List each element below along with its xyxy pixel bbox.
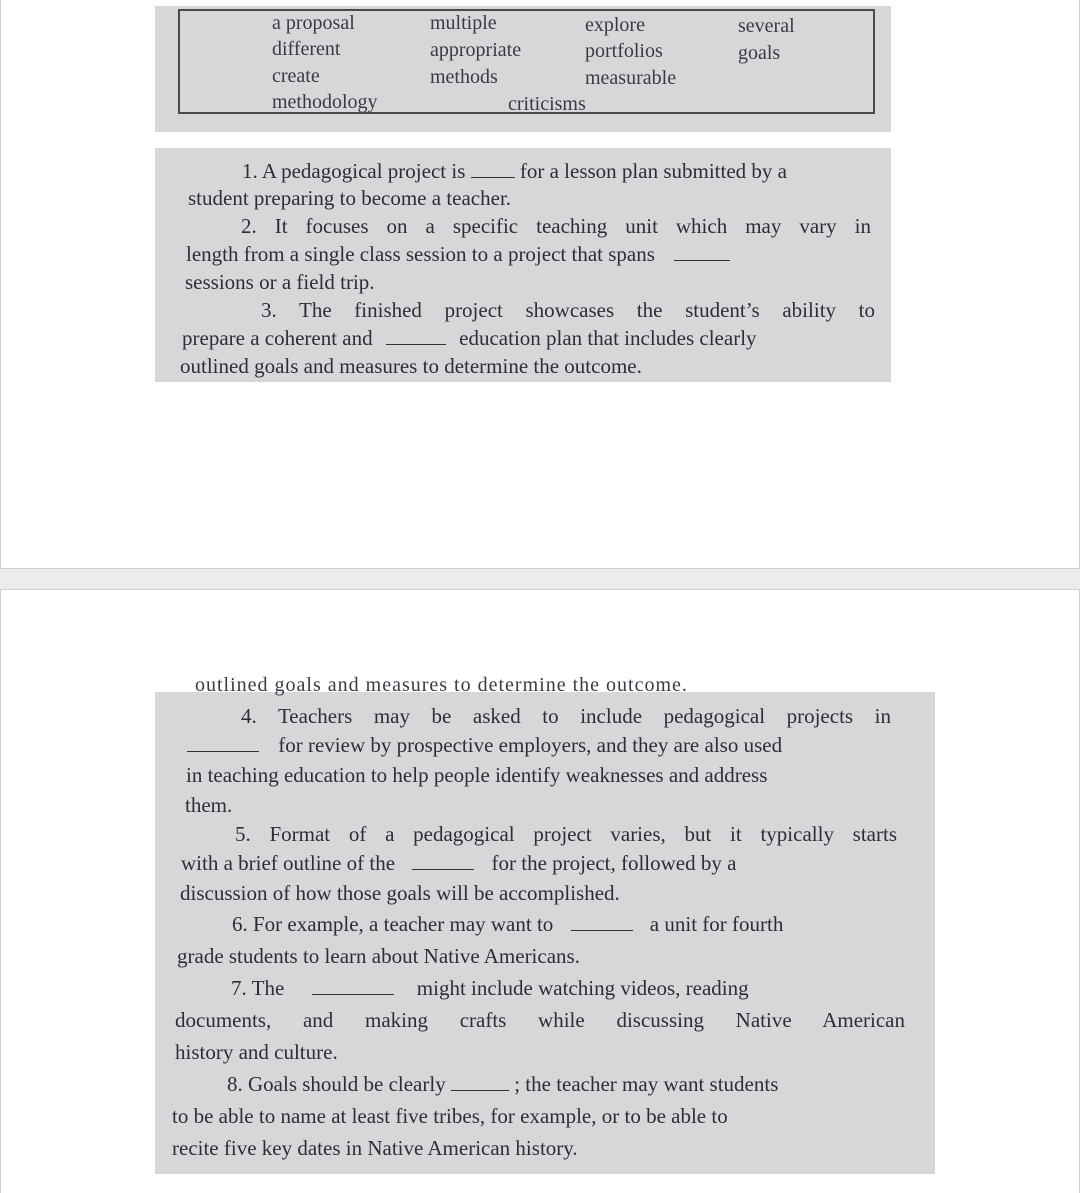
word-bank-item: a proposal: [272, 12, 355, 34]
question-3-line: prepare a coherent and education plan that includes clearly: [182, 326, 757, 350]
question-2-line: length from a single class session to a project that spans: [186, 240, 878, 269]
question-1-line: student preparing to become a teacher.: [188, 186, 512, 210]
question-7: 7. The might include watching videos, reading: [231, 976, 749, 1000]
question-2-line: sessions or a field trip.: [185, 270, 375, 294]
word-bank-photo: [155, 6, 891, 132]
question-5-line: discussion of how those goals will be accomplished.: [180, 881, 620, 905]
question-6: 6. For example, a teacher may want to a unit for fourth: [232, 912, 784, 936]
word-bank-item: methodology: [272, 91, 378, 113]
word-bank-item: portfolios: [585, 40, 663, 62]
word-bank-item: measurable: [585, 67, 677, 89]
question-4: 4. Teachers may be asked to include pedagogical projects in: [241, 704, 891, 728]
cut-off-line: outlined goals and measures to determine the outcome.: [195, 674, 688, 696]
word-bank-item: different: [272, 38, 341, 60]
question-7-line: history and culture.: [175, 1040, 338, 1064]
question-8-line: recite five key dates in Native American history.: [172, 1136, 578, 1160]
word-bank-item: methods: [430, 66, 498, 88]
question-4-line: in teaching education to help people identify weaknesses and address: [186, 763, 768, 787]
question-6-line: grade students to learn about Native Americans.: [177, 944, 580, 968]
answer-blank: [312, 976, 394, 995]
word-bank-item: criticisms: [508, 93, 586, 115]
exercise-photo-part1: [155, 148, 891, 382]
frame-separator: [0, 569, 1080, 589]
word-bank-item: goals: [738, 42, 781, 64]
answer-blank: [386, 326, 446, 345]
word-bank-item: explore: [585, 14, 645, 36]
word-bank-item: several: [738, 15, 795, 37]
answer-blank: [187, 733, 259, 752]
question-2: 2. It focuses on a specific teaching unit which may vary in: [241, 214, 871, 238]
answer-blank: [412, 851, 474, 870]
exercise-photo-part2: [155, 674, 935, 1174]
answer-blank: [571, 912, 633, 931]
question-4-line: them.: [185, 793, 233, 817]
question-7-line: documents, and making crafts while discussing Native American: [175, 1008, 905, 1032]
answer-blank: [451, 1072, 509, 1091]
question-8: 8. Goals should be clearly ; the teacher may want students: [227, 1072, 779, 1096]
question-1: 1. A pedagogical project is for a lesson plan submitted by a: [242, 159, 787, 183]
question-4-line: for review by prospective employers, and they are also used: [187, 731, 893, 760]
word-bank-item: multiple: [430, 12, 497, 34]
word-bank-item: appropriate: [430, 39, 522, 61]
question-5-line: with a brief outline of the for the project, followed by a: [181, 851, 737, 875]
question-8-line: to be able to name at least five tribes, for example, or to be able to: [172, 1104, 728, 1128]
answer-blank: [471, 159, 515, 178]
answer-blank: [674, 242, 730, 261]
question-3-line: outlined goals and measures to determine the outcome.: [180, 354, 642, 378]
word-bank-box: [178, 9, 875, 114]
word-bank-item: create: [272, 65, 320, 87]
question-5: 5. Format of a pedagogical project varies, but it typically starts: [235, 822, 897, 846]
question-3: 3. The finished project showcases the student’s ability to: [261, 298, 875, 322]
